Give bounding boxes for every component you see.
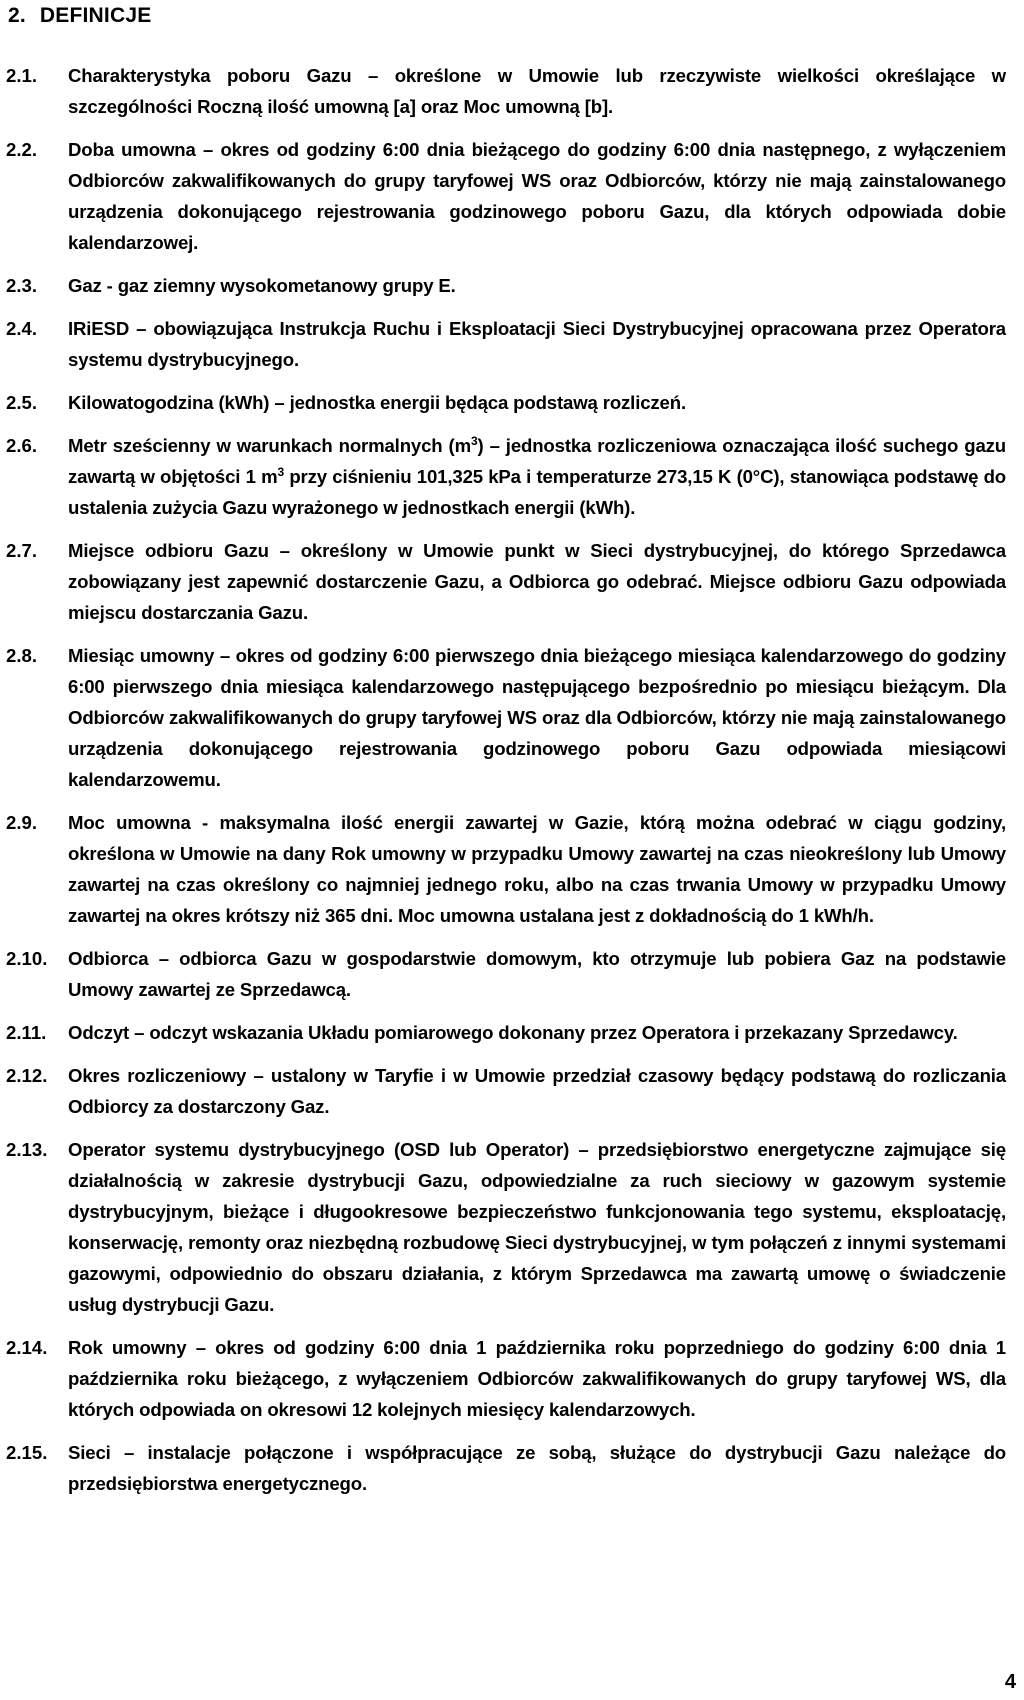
definition-item <box>6 430 1006 523</box>
definition-text: Odbiorca – odbiorca Gazu w gospodarstwie domowym, kto otrzymuje lub pobiera Gaz na podstawie Umowy zawartej ze Sprzedawcą. <box>68 948 1006 1000</box>
definition-text: Kilowatogodzina (kWh) – jednostka energii będąca podstawą rozliczeń. <box>68 392 686 413</box>
definition-item <box>6 60 1006 122</box>
section-number: 2. <box>8 4 26 27</box>
definitions-list <box>6 60 1006 1511</box>
superscript-exponent: 3 <box>470 433 478 448</box>
definition-text: Doba umowna – okres od godziny 6:00 dnia bieżącego do godziny 6:00 dnia następnego, z wyłączeniem Odbiorców zakwalifikowanych do grupy taryfowej WS oraz Odbiorców, którzy nie mają zainstalowanego urządzenia dokonującego rejestrowania godzinowego poboru Gazu, dla których odpowiada dobie kalendarzowej. <box>68 139 1006 253</box>
definition-text-part: Metr sześcienny w warunkach normalnych (m <box>68 435 471 456</box>
definition-item <box>6 1017 1006 1048</box>
definition-text: Okres rozliczeniowy – ustalony w Taryfie i w Umowie przedział czasowy będący podstawą do rozliczania Odbiorcy za dostarczony Gaz. <box>68 1065 1006 1117</box>
definition-item <box>6 387 1006 418</box>
definition-item <box>6 270 1006 301</box>
definition-number: 2.1. <box>6 65 38 86</box>
definition-text-part: przy ciśnieniu 101,325 kPa i temperaturze 273,15 K (0°C), stanowiąca podstawę do ustalenia zużycia Gazu wyrażonego w jednostkach energii (kWh). <box>68 466 1007 518</box>
definition-text: Rok umowny – okres od godziny 6:00 dnia 1 października roku poprzedniego do godziny 6:00 dnia 1 października roku bieżącego, z wyłączeniem Odbiorców zakwalifikowanych do grupy taryfowej WS, dla których odpowiada on okresowi 12 kolejnych miesięcy kalendarzowych. <box>68 1337 1006 1420</box>
definition-number: 2.9. <box>6 812 38 833</box>
definition-number: 2.15. <box>6 1442 48 1463</box>
definition-text-part: ) – jednostka rozliczeniowa oznaczająca ilość suchego gazu zawartą w objętości 1 m <box>68 435 1006 487</box>
definition-number: 2.4. <box>6 318 38 339</box>
definition-item <box>6 535 1006 628</box>
definition-text: Sieci – instalacje połączone i współpracujące ze sobą, służące do dystrybucji Gazu należące do przedsiębiorstwa energetycznego. <box>68 1442 1006 1494</box>
definition-item <box>6 313 1006 375</box>
definition-number: 2.14. <box>6 1337 48 1358</box>
definition-number: 2.2. <box>6 139 38 160</box>
definition-text: Gaz - gaz ziemny wysokometanowy grupy E. <box>68 275 456 296</box>
superscript-exponent: 3 <box>277 464 285 479</box>
definition-item <box>6 1332 1006 1425</box>
definition-item <box>6 1134 1006 1320</box>
definition-text: Miejsce odbioru Gazu – określony w Umowie punkt w Sieci dystrybucyjnej, do którego Sprzedawca zobowiązany jest zapewnić dostarczenie Gazu, a Odbiorca go odebrać. Miejsce odbioru Gazu odpowiada miejscu dostarczania Gazu. <box>68 540 1006 623</box>
definition-number: 2.3. <box>6 275 38 296</box>
definition-item <box>6 1060 1006 1122</box>
definition-number: 2.13. <box>6 1139 48 1160</box>
definition-item <box>6 640 1006 795</box>
definition-item <box>6 134 1006 258</box>
definition-text: Charakterystyka poboru Gazu – określone w Umowie lub rzeczywiste wielkości określające w szczególności Roczną ilość umowną [a] oraz Moc umowną [b]. <box>68 65 1006 117</box>
definition-text: Operator systemu dystrybucyjnego (OSD lub Operator) – przedsiębiorstwo energetyczne zajmujące się działalnością w zakresie dystrybucji Gazu, odpowiedzialne za ruch sieciowy w gazowym systemie dystrybucyjnym, bieżące i długookresowe bezpieczeństwo funkcjonowania tego systemu, eksploatację, konserwację, remonty oraz niezbędną rozbudowę Sieci dystrybucyjnej, w tym połączeń z innymi systemami gazowymi, odpowiednio do obszaru działania, z którym Sprzedawca ma zawartą umowę o świadczenie usług dystrybucji Gazu. <box>68 1139 1006 1315</box>
definition-text: IRiESD – obowiązująca Instrukcja Ruchu i Eksploatacji Sieci Dystrybucyjnej opracowana przez Operatora systemu dystrybucyjnego. <box>68 318 1006 370</box>
section-heading <box>8 4 165 28</box>
definition-number: 2.10. <box>6 948 48 969</box>
definition-item <box>6 807 1006 931</box>
definition-item <box>6 943 1006 1005</box>
definition-number: 2.5. <box>6 392 38 413</box>
definition-item <box>6 1437 1006 1499</box>
definition-text: Odczyt – odczyt wskazania Układu pomiarowego dokonany przez Operatora i przekazany Sprzedawcy. <box>68 1022 958 1043</box>
definition-number: 2.12. <box>6 1065 48 1086</box>
definition-number: 2.11. <box>6 1022 47 1043</box>
section-title: DEFINICJE <box>39 4 152 27</box>
page-number: 4 <box>1004 1671 1016 1693</box>
definition-number: 2.6. <box>6 435 38 456</box>
definition-text <box>68 430 1006 523</box>
definition-text: Miesiąc umowny – okres od godziny 6:00 pierwszego dnia bieżącego miesiąca kalendarzowego do godziny 6:00 pierwszego dnia miesiąca kalendarzowego następującego bezpośrednio po miesiącu bieżącym. Dla Odbiorców zakwalifikowanych do grupy taryfowej WS oraz dla Odbiorców, którzy nie mają zainstalowanego urządzenia dokonującego rejestrowania godzinowego poboru Gazu odpowiada miesiącowi kalendarzowemu. <box>68 645 1006 790</box>
definition-number: 2.7. <box>6 540 38 561</box>
definition-text: Moc umowna - maksymalna ilość energii zawartej w Gazie, którą można odebrać w ciągu godziny, określona w Umowie na dany Rok umowny w przypadku Umowy zawartej na czas nieokreślony lub Umowy zawartej na czas określony co najmniej jednego roku, albo na czas trwania Umowy w przypadku Umowy zawartej na okres krótszy niż 365 dni. Moc umowna ustalana jest z dokładnością do 1 kWh/h. <box>68 812 1006 926</box>
definition-number: 2.8. <box>6 645 38 666</box>
